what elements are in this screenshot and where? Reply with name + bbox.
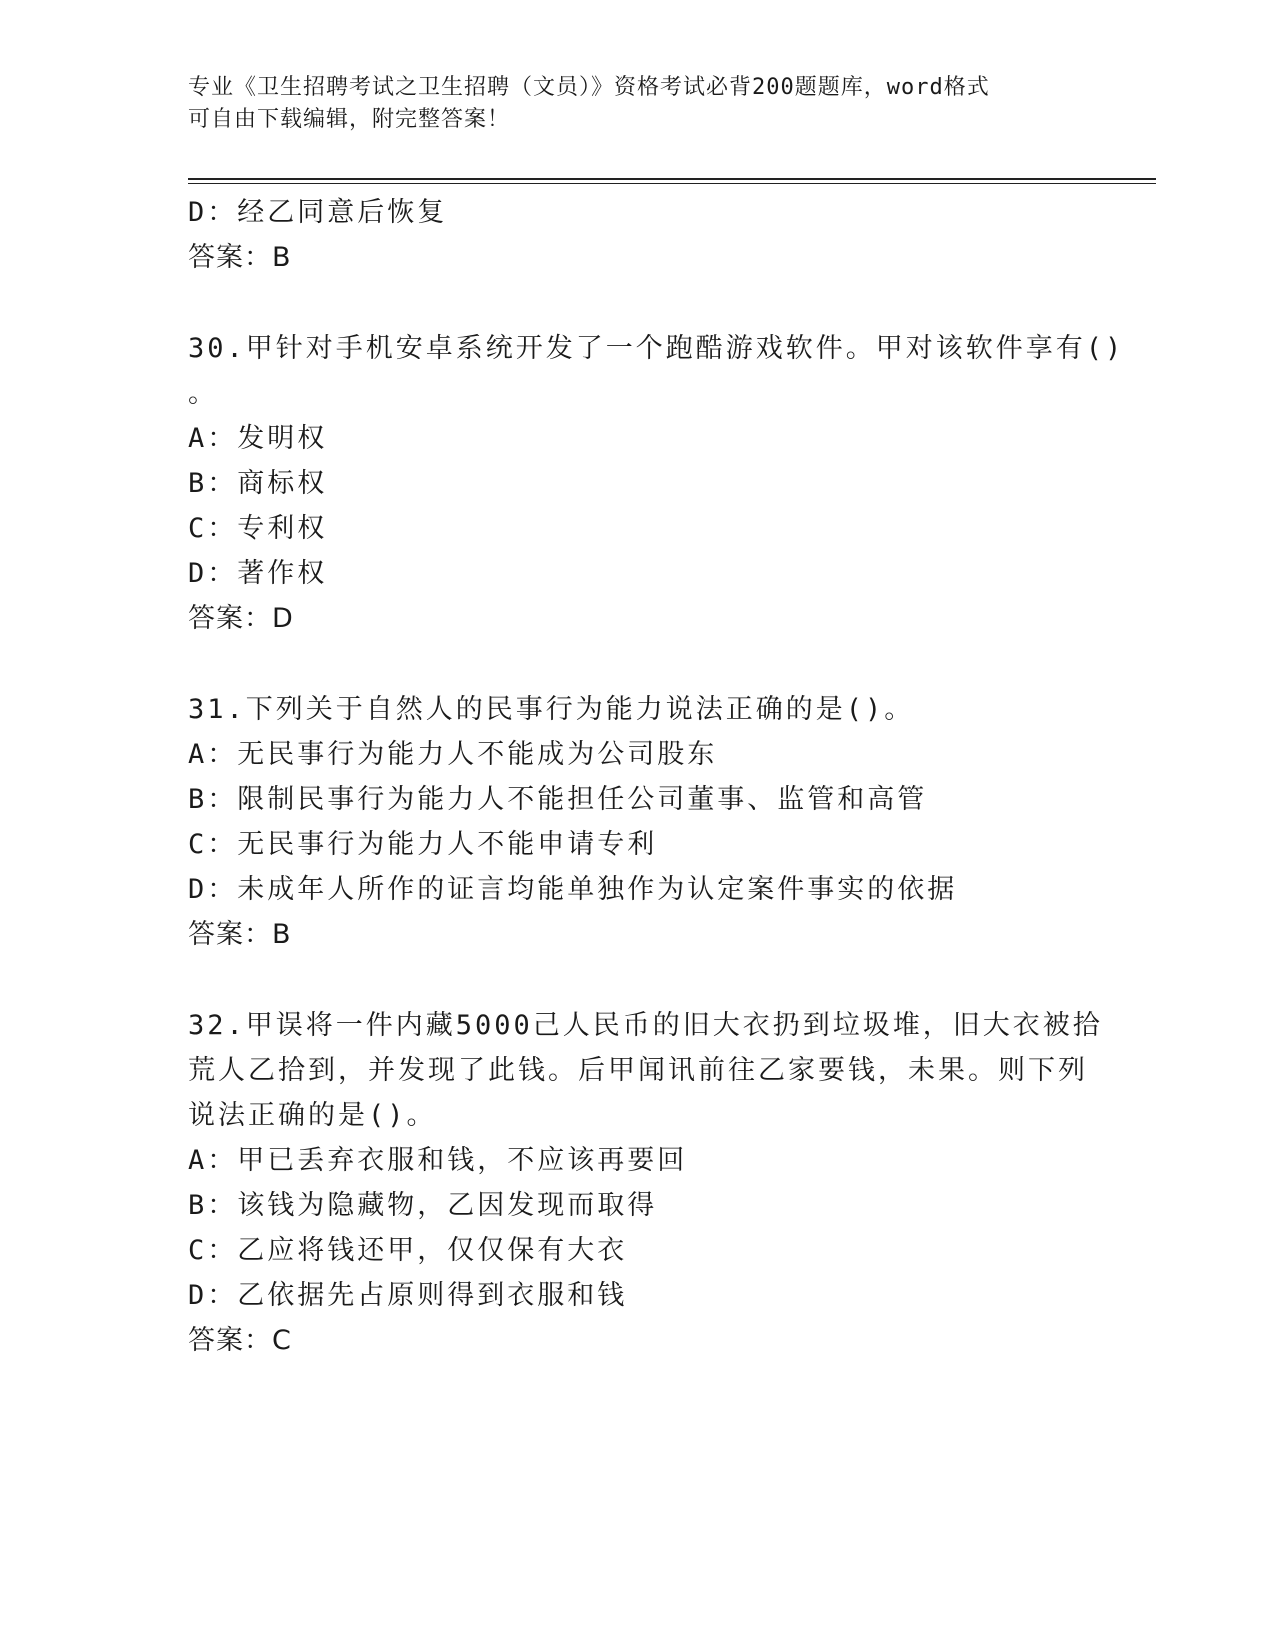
answer: 答案：D [188, 603, 294, 634]
answer: 答案：B [188, 242, 292, 273]
option-b: B：该钱为隐藏物，乙因发现而取得 [188, 1190, 658, 1221]
document-header [188, 72, 1088, 136]
question-stem: 31.下列关于自然人的民事行为能力说法正确的是()。 [188, 694, 915, 725]
option-c: C：乙应将钱还甲，仅仅保有大衣 [188, 1235, 628, 1266]
question-stem-continued: 说法正确的是()。 [188, 1100, 437, 1131]
option-d: D：未成年人所作的证言均能单独作为认定案件事实的依据 [188, 874, 958, 905]
question-30 [188, 326, 1125, 641]
document-body [188, 190, 1125, 1363]
header-line-2: 可自由下载编辑，附完整答案！ [188, 107, 511, 132]
question-stem-continued: 荒人乙拾到，并发现了此钱。后甲闻讯前往乙家要钱，未果。则下列 [188, 1055, 1088, 1086]
option-c: C：专利权 [188, 513, 328, 544]
header-line-1: 专业《卫生招聘考试之卫生招聘（文员）》资格考试必背200题题库，word格式 [188, 75, 990, 100]
answer: 答案：C [188, 1325, 292, 1356]
option-d: D：著作权 [188, 558, 328, 589]
option-b: B：商标权 [188, 468, 328, 499]
option-c: C：无民事行为能力人不能申请专利 [188, 829, 658, 860]
option-d: D：乙依据先占原则得到衣服和钱 [188, 1280, 628, 1311]
option-a: A：甲已丢弃衣服和钱，不应该再要回 [188, 1145, 688, 1176]
question-stem: 30.甲针对手机安卓系统开发了一个跑酷游戏软件。甲对该软件享有() [188, 333, 1125, 364]
question-31 [188, 687, 1088, 957]
option-a: A：无民事行为能力人不能成为公司股东 [188, 739, 718, 770]
header-rule-bottom [188, 183, 1156, 184]
option-a: A：发明权 [188, 423, 328, 454]
option-d: D：经乙同意后恢复 [188, 197, 448, 228]
question-29-tail [188, 190, 1088, 280]
question-stem-continued: 。 [188, 378, 218, 409]
header-rule-top [188, 178, 1156, 180]
question-stem: 32.甲误将一件内藏5000己人民币的旧大衣扔到垃圾堆，旧大衣被拾 [188, 1010, 1103, 1041]
answer: 答案：B [188, 919, 292, 950]
question-32 [188, 1003, 1103, 1363]
option-b: B：限制民事行为能力人不能担任公司董事、监管和高管 [188, 784, 928, 815]
